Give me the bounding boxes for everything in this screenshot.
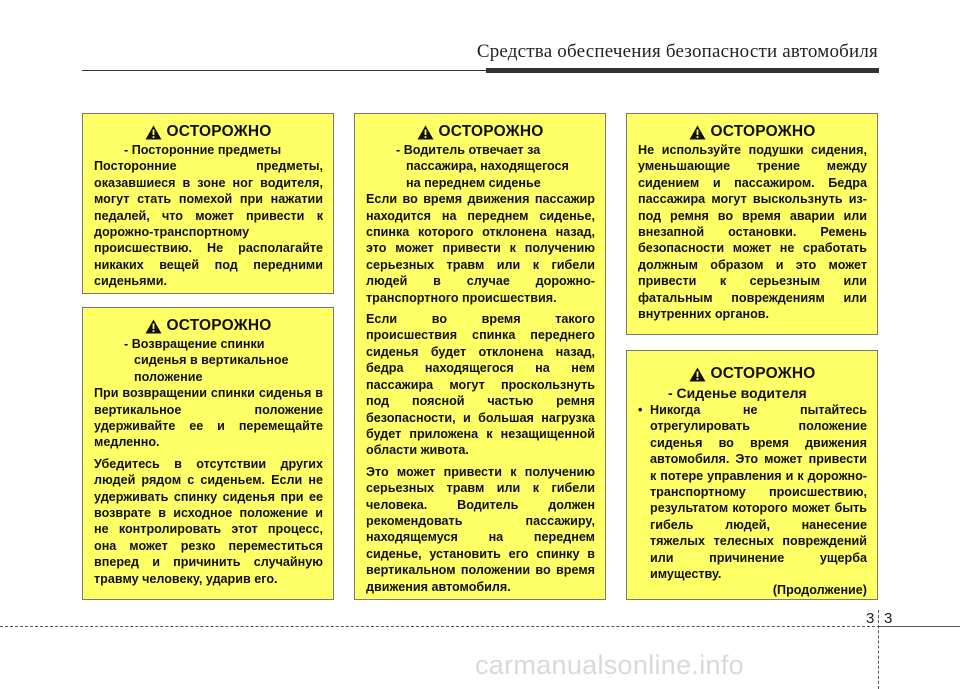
warning-title — [638, 123, 867, 141]
warning-bullet-item — [638, 402, 867, 582]
page-number-chapter: 3 — [866, 610, 875, 627]
warning-paragraph: При возвращении спинки сиденья в вертикальное положение удерживайте ее и перемещайте медленно. — [94, 386, 323, 450]
warning-triangle-icon — [689, 125, 706, 140]
warning-title-text: ОСТОРОЖНО — [166, 317, 272, 334]
header-rule — [82, 70, 486, 71]
warning-title — [366, 123, 595, 141]
warning-title — [94, 317, 323, 335]
warning-box-seatback-return — [82, 307, 334, 600]
footer-rule — [0, 626, 880, 627]
page-number: 3 — [884, 610, 893, 627]
warning-title-text: ОСТОРОЖНО — [710, 123, 816, 140]
warning-triangle-icon — [689, 367, 706, 382]
continued-note: (Продолжение) — [772, 583, 867, 598]
warning-box-foreign-objects — [82, 113, 334, 294]
warning-subtitle — [366, 142, 595, 191]
subtitle-line: положение — [134, 369, 203, 384]
warning-paragraph: Если во время движения пассажир находится на переднем сиденье, спинка которого отклонена назад, это может привести к получению серьезных травм или к гибели людей в случае дорожно-транспортного происшествия. — [366, 192, 595, 305]
subtitle-line: сиденья в вертикальное — [134, 353, 289, 368]
watermark: carmanualsonline.info — [475, 650, 744, 680]
warning-bullet-text: Никогда не пытайтесь отрегулировать положение сиденья во время движения автомобиля. Это может привести к потере управления и к дорожно-транспортному происшествию, результатом которого может быть гибель людей, нанесение тяжелых телесных повреждений или причинение ущерба имуществу. — [650, 403, 867, 582]
warning-paragraph: Убедитесь в отсутствии других людей рядом с сиденьем. Если не удерживать спинку сиденья при ее возврате в исходное положение и не контролировать этот процесс, она может резко переместиться вперед и причинить случайную травму человеку, ударив его. — [94, 456, 323, 586]
warning-subtitle: - Сиденье водителя — [668, 385, 807, 401]
warning-subtitle: - Посторонние предметы — [124, 143, 282, 157]
warning-box-driver-responsibility — [354, 113, 606, 600]
warning-title-text: ОСТОРОЖНО — [438, 123, 544, 140]
subtitle-line: - Возвращение спинки — [124, 337, 265, 351]
warning-box-driver-seat — [626, 350, 878, 600]
warning-triangle-icon — [145, 125, 162, 140]
warning-triangle-icon — [417, 125, 434, 140]
bullet-dot: • — [638, 403, 643, 417]
warning-text: Не используйте подушки сидения, уменьшающие трение между сидением и пассажиром. Бедра пассажира могут выскользнуть из-под ремня во время аварии или внезапной остановки. Ремень безопасности может не сработать должным образом и это может привести к серьезным или фатальным повреждениям или внутренних органов. — [638, 143, 867, 322]
warning-title-text: ОСТОРОЖНО — [166, 123, 272, 140]
warning-paragraph: Это может привести к получению серьезных травм или к гибели человека. Водитель должен рекомендовать пассажиру, находящемуся на переднем сиденье, установить его спинку в вертикальном положении во время движения автомобиля. — [366, 464, 595, 594]
subtitle-line: пассажира, находящегося — [406, 159, 569, 174]
subtitle-line: на переднем сиденье — [406, 175, 541, 190]
warning-triangle-icon — [145, 319, 162, 334]
warning-paragraph: Если во время такого происшествия спинка переднего сиденья будет отклонена назад, бедра находящегося на нем пассажира могут проскользнуть под поясной частью ремня безопасности, и большая нагрузка будет приложена к незащищенной области живота. — [366, 312, 595, 458]
section-title: Средства обеспечения безопасности автомобиля — [476, 41, 878, 62]
header-rule-thick — [486, 68, 879, 73]
warning-subtitle — [94, 336, 323, 385]
warning-box-seat-cushions — [626, 113, 878, 335]
warning-title — [638, 365, 867, 383]
warning-text: Посторонние предметы, оказавшиеся в зоне ног водителя, могут стать помехой при нажатии педалей, что может привести к дорожно-транспортному происшествию. Не располагайте никаких вещей под передними сиденьями. — [94, 159, 323, 289]
page-divider — [878, 610, 880, 689]
subtitle-line: - Водитель отвечает за — [396, 143, 541, 157]
warning-title — [94, 123, 323, 141]
warning-title-text: ОСТОРОЖНО — [710, 365, 816, 382]
